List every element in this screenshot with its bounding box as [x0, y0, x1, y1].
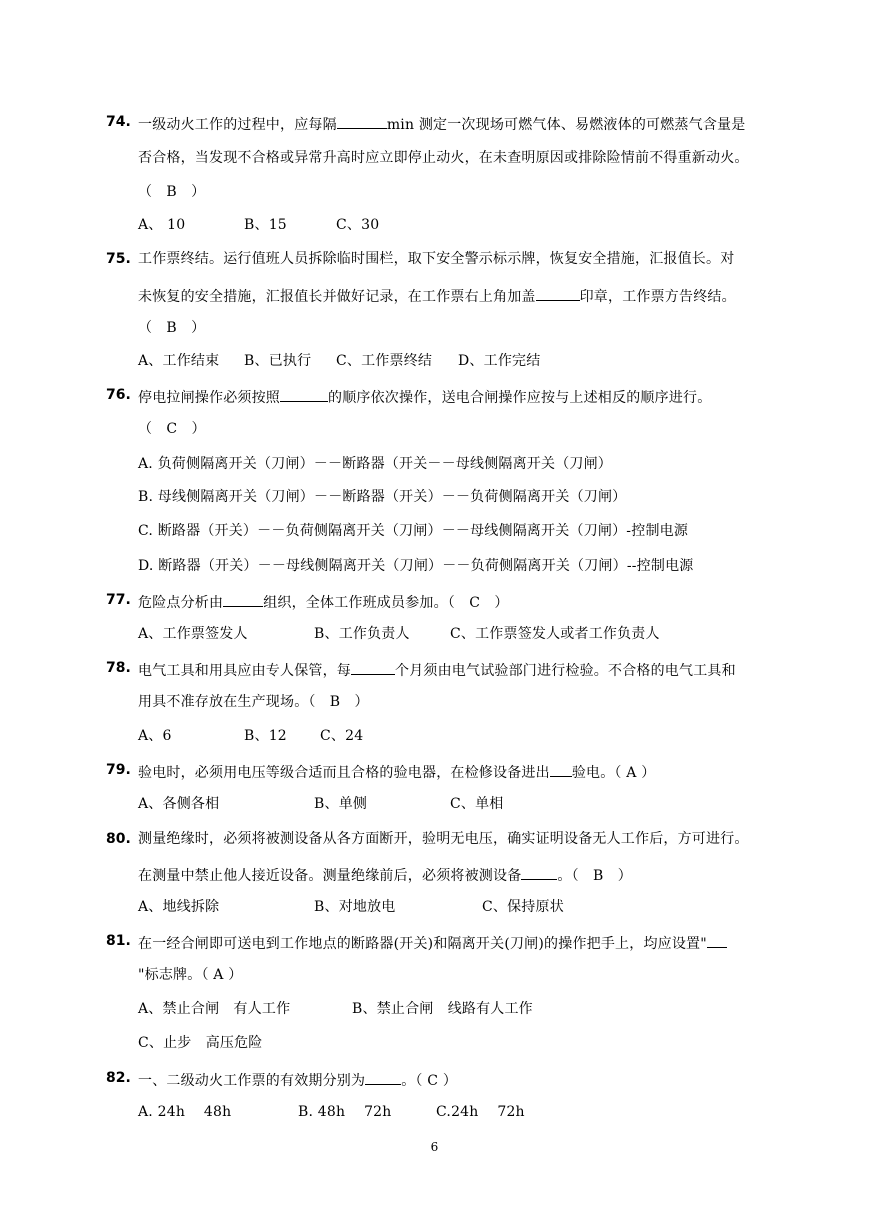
question-text: 未恢复的安全措施，汇报值长并做好记录，在工作票右上角加盖 印章，工作票方告终结。	[138, 286, 736, 305]
option: A. 24h 48h	[138, 1104, 232, 1120]
question-text: 电气工具和用具应由专人保管，每 个月须由电气试验部门进行检验。不合格的电气工具和	[138, 660, 736, 679]
option: B. 母线侧隔离开关（刀闸）－－断路器（开关）－－负荷侧隔离开关（刀闸）	[138, 489, 627, 505]
option: A、工作票签发人	[138, 626, 248, 642]
options	[138, 796, 504, 812]
option: B、12	[244, 728, 287, 744]
fill-blank	[536, 286, 580, 301]
option: A、工作结束	[138, 353, 220, 369]
question-number: 77.	[106, 592, 131, 608]
option: C. 断路器（开关）－－负荷侧隔离开关（刀闸）－－母线侧隔离开关（刀闸）-控制电源	[138, 523, 689, 539]
options	[138, 1104, 525, 1120]
options	[138, 353, 540, 369]
question-number: 82.	[106, 1070, 131, 1086]
question-text: 停电拉闸操作必须按照 的顺序依次操作，送电合闸操作应按与上述相反的顺序进行。	[138, 387, 711, 406]
fill-blank	[365, 1070, 401, 1085]
fill-blank	[223, 592, 263, 607]
options	[138, 899, 564, 915]
question-number: 76.	[106, 387, 131, 403]
question-number: 79.	[106, 762, 131, 778]
option: A、各侧各相	[138, 796, 220, 812]
question-text: 验电时，必须用电压等级合适而且合格的验电器，在检修设备进出 验电。（ A ）	[138, 762, 655, 781]
option: A、 10	[138, 217, 186, 233]
option: C、单相	[450, 796, 504, 812]
option: A、6	[138, 728, 172, 744]
question-number: 75.	[106, 251, 131, 267]
question-text: 否合格，当发现不合格或异常升高时应立即停止动火，在未查明原因或排除险情前不得重新动火。	[138, 150, 749, 166]
question-number: 80.	[106, 831, 131, 847]
question-number: 74.	[106, 114, 131, 130]
option: A. 负荷侧隔离开关（刀闸）－－断路器（开关－－母线侧隔离开关（刀闸）	[138, 456, 613, 472]
option: D. 断路器（开关）－－母线侧隔离开关（刀闸）－－负荷侧隔离开关（刀闸）--控制电源	[138, 558, 694, 574]
fill-blank	[351, 660, 395, 675]
option: C、24	[320, 728, 364, 744]
option: C、30	[336, 217, 380, 233]
answer: （ B ）	[138, 320, 206, 336]
option: C、工作票签发人或者工作负责人	[450, 626, 660, 642]
options	[138, 1001, 533, 1017]
answer: （ C ）	[138, 421, 206, 437]
answer: （ B ）	[138, 184, 206, 200]
option: B、禁止合闸 线路有人工作	[352, 1001, 533, 1017]
question-text: "标志牌。（ A ）	[138, 967, 243, 983]
fill-blank	[707, 933, 727, 948]
option: C、止步 高压危险	[138, 1035, 263, 1051]
option: A、地线拆除	[138, 899, 220, 915]
option: B、15	[244, 217, 287, 233]
question-number: 78.	[106, 660, 131, 676]
option: B、工作负责人	[314, 626, 410, 642]
question-text: 用具不准存放在生产现场。（ B ）	[138, 694, 369, 710]
option: C.24h 72h	[436, 1104, 525, 1120]
question-number: 81.	[106, 933, 131, 949]
fill-blank	[337, 114, 387, 129]
question-text: 一、二级动火工作票的有效期分别为 。（ C ）	[138, 1070, 457, 1089]
option: B、对地放电	[314, 899, 396, 915]
option: B、单侧	[314, 796, 368, 812]
option: B、已执行	[244, 353, 312, 369]
fill-blank	[550, 762, 572, 777]
question-text: 在测量中禁止他人接近设备。测量绝缘前后，必须将被测设备 。（ B ）	[138, 865, 632, 884]
option: B. 48h 72h	[298, 1104, 392, 1120]
options	[138, 217, 379, 233]
option: A、禁止合闸 有人工作	[138, 1001, 291, 1017]
question-text: 在一经合闸即可送电到工作地点的断路器(开关)和隔离开关(刀闸)的操作把手上，均应设置"	[138, 933, 727, 952]
fill-blank	[521, 865, 557, 880]
option: C、保持原状	[482, 899, 564, 915]
question-text: 测量绝缘时，必须将被测设备从各方面断开，验明无电压，确实证明设备无人工作后，方可进行。	[138, 831, 749, 847]
options	[138, 626, 660, 642]
options	[138, 728, 363, 744]
question-text: 工作票终结。运行值班人员拆除临时围栏，取下安全警示标示牌，恢复安全措施，汇报值长。对	[138, 251, 735, 267]
page-number: 6	[430, 1140, 439, 1154]
option: C、工作票终结	[336, 353, 433, 369]
fill-blank	[280, 387, 328, 402]
option: D、工作完结	[458, 353, 541, 369]
question-text: 危险点分析由 组织，全体工作班成员参加。（ C ）	[138, 592, 509, 611]
question-text: 一级动火工作的过程中，应每隔 min 测定一次现场可燃气体、易燃液体的可燃蒸气含量是	[138, 114, 745, 133]
